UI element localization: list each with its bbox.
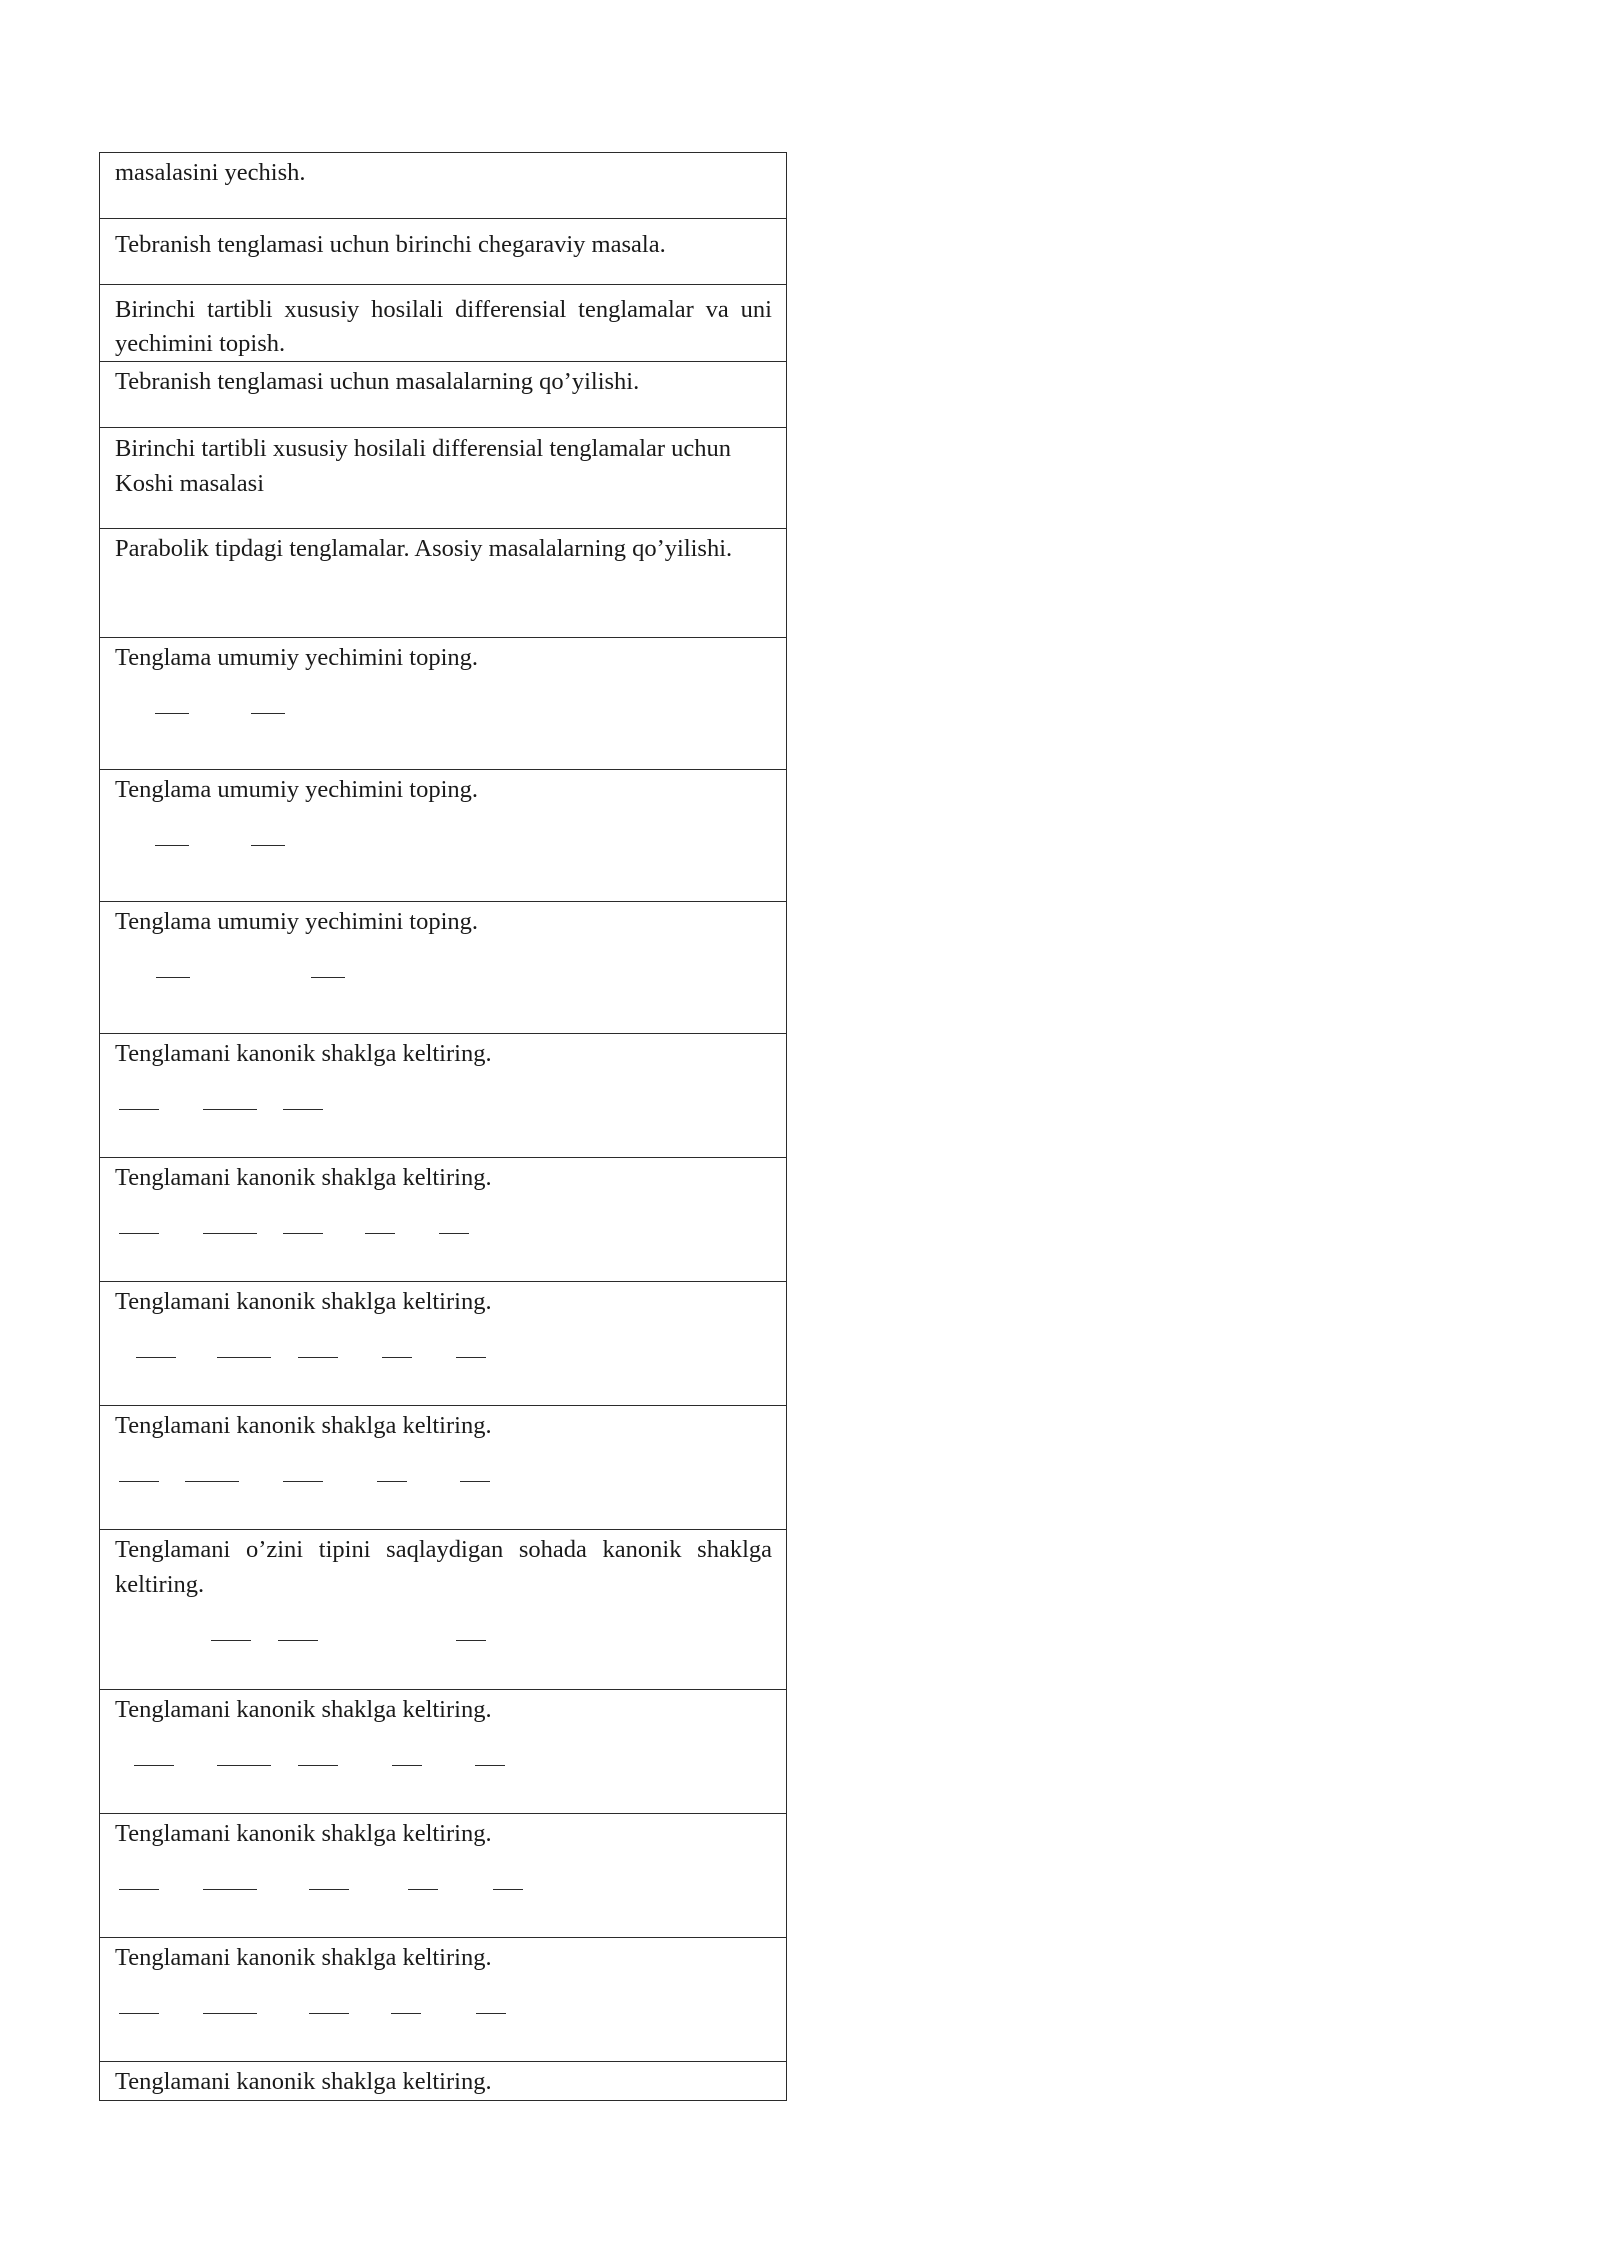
row-text: Birinchi tartibli xususiy hosilali differensial tenglamalar va uni yechimini topish.	[115, 296, 772, 357]
table-row	[100, 1406, 787, 1530]
row-text: Tenglamani kanonik shaklga keltiring.	[115, 1288, 492, 1315]
table-row	[100, 638, 787, 770]
row-text: Tenglama umumiy yechimini toping.	[115, 908, 479, 935]
fraction-bar	[456, 1357, 486, 1358]
table-row	[100, 2062, 787, 2101]
table-row	[100, 1158, 787, 1282]
table-row	[100, 1034, 787, 1158]
row-text: Tenglama umumiy yechimini toping.	[115, 644, 479, 671]
fraction-bar	[391, 2013, 421, 2014]
row-text: Tenglama umumiy yechimini toping.	[115, 776, 479, 803]
table-cell	[100, 902, 787, 1034]
row-text: Tenglamani kanonik shaklga keltiring.	[115, 1696, 492, 1723]
fraction-bar	[475, 1765, 505, 1766]
fraction-bar	[298, 1765, 338, 1766]
fraction-bar	[203, 1233, 257, 1234]
formula-placeholder	[115, 691, 772, 731]
fraction-bar	[203, 1889, 257, 1890]
questions-table	[99, 152, 787, 2101]
table-cell	[100, 285, 787, 362]
fraction-bar	[309, 1889, 349, 1890]
fraction-bar	[377, 1481, 407, 1482]
row-text: Tebranish tenglamasi uchun masalalarning qo’yilishi.	[115, 368, 640, 395]
table-cell	[100, 1938, 787, 2062]
table-cell	[100, 638, 787, 770]
fraction-bar	[134, 1765, 174, 1766]
table-cell	[100, 428, 787, 529]
row-text: Tenglamani o’zini tipini saqlaydigan sohada kanonik shaklga keltiring.	[115, 1536, 772, 1598]
row-text: Tenglamani kanonik shaklga keltiring.	[115, 1944, 492, 1971]
table-cell	[100, 2062, 787, 2101]
fraction-bar	[311, 977, 345, 978]
table-cell	[100, 1406, 787, 1530]
table-row	[100, 1938, 787, 2062]
table-cell	[100, 1814, 787, 1938]
formula-placeholder	[115, 823, 772, 863]
table-cell	[100, 1530, 787, 1690]
fraction-bar	[408, 1889, 438, 1890]
formula-placeholder	[115, 955, 772, 995]
fraction-bar	[251, 845, 285, 846]
table-cell	[100, 153, 787, 219]
fraction-bar	[203, 2013, 257, 2014]
fraction-bar	[365, 1233, 395, 1234]
fraction-bar	[203, 1109, 257, 1110]
table-row	[100, 153, 787, 219]
fraction-bar	[156, 977, 190, 978]
table-row	[100, 902, 787, 1034]
formula-placeholder	[115, 1459, 772, 1499]
table-row	[100, 1530, 787, 1690]
fraction-bar	[283, 1233, 323, 1234]
fraction-bar	[251, 713, 285, 714]
formula-placeholder	[115, 1743, 772, 1783]
table-row	[100, 428, 787, 529]
table-cell	[100, 770, 787, 902]
fraction-bar	[119, 1233, 159, 1234]
fraction-bar	[309, 2013, 349, 2014]
fraction-bar	[283, 1481, 323, 1482]
fraction-bar	[217, 1765, 271, 1766]
formula-placeholder	[115, 1087, 772, 1127]
table-row	[100, 770, 787, 902]
fraction-bar	[155, 713, 189, 714]
fraction-bar	[493, 1889, 523, 1890]
table-row	[100, 1282, 787, 1406]
fraction-bar	[185, 1481, 239, 1482]
table-cell	[100, 1158, 787, 1282]
fraction-bar	[456, 1640, 486, 1641]
formula-placeholder	[115, 1618, 772, 1658]
row-text: Tebranish tenglamasi uchun birinchi chegaraviy masala.	[115, 231, 666, 258]
fraction-bar	[392, 1765, 422, 1766]
table-row	[100, 1690, 787, 1814]
fraction-bar	[460, 1481, 490, 1482]
row-text: Parabolik tipdagi tenglamalar. Asosiy masalalarning qo’yilishi.	[115, 535, 733, 562]
formula-placeholder	[115, 1991, 772, 2031]
fraction-bar	[439, 1233, 469, 1234]
table-row	[100, 1814, 787, 1938]
table-cell	[100, 529, 787, 638]
fraction-bar	[298, 1357, 338, 1358]
fraction-bar	[136, 1357, 176, 1358]
table-row	[100, 219, 787, 285]
fraction-bar	[382, 1357, 412, 1358]
table-cell	[100, 1282, 787, 1406]
row-text: Tenglamani kanonik shaklga keltiring.	[115, 1412, 492, 1439]
table-row	[100, 362, 787, 428]
fraction-bar	[217, 1357, 271, 1358]
row-text: Tenglamani kanonik shaklga keltiring.	[115, 1164, 492, 1191]
fraction-bar	[476, 2013, 506, 2014]
fraction-bar	[119, 1481, 159, 1482]
row-text: masalasini yechish.	[115, 159, 306, 186]
table-row	[100, 529, 787, 638]
table-cell	[100, 1690, 787, 1814]
fraction-bar	[278, 1640, 318, 1641]
fraction-bar	[211, 1640, 251, 1641]
table-cell	[100, 1034, 787, 1158]
formula-placeholder	[115, 1211, 772, 1251]
table-cell	[100, 219, 787, 285]
fraction-bar	[119, 1109, 159, 1110]
table-row	[100, 285, 787, 362]
row-text: Birinchi tartibli xususiy hosilali differensial tenglamalar uchun Koshi masalasi	[115, 435, 731, 497]
table-cell	[100, 362, 787, 428]
formula-placeholder	[115, 1867, 772, 1907]
fraction-bar	[119, 1889, 159, 1890]
fraction-bar	[155, 845, 189, 846]
row-text: Tenglamani kanonik shaklga keltiring.	[115, 2068, 492, 2095]
row-text: Tenglamani kanonik shaklga keltiring.	[115, 1040, 492, 1067]
formula-placeholder	[115, 1335, 772, 1375]
row-text: Tenglamani kanonik shaklga keltiring.	[115, 1820, 492, 1847]
fraction-bar	[283, 1109, 323, 1110]
fraction-bar	[119, 2013, 159, 2014]
